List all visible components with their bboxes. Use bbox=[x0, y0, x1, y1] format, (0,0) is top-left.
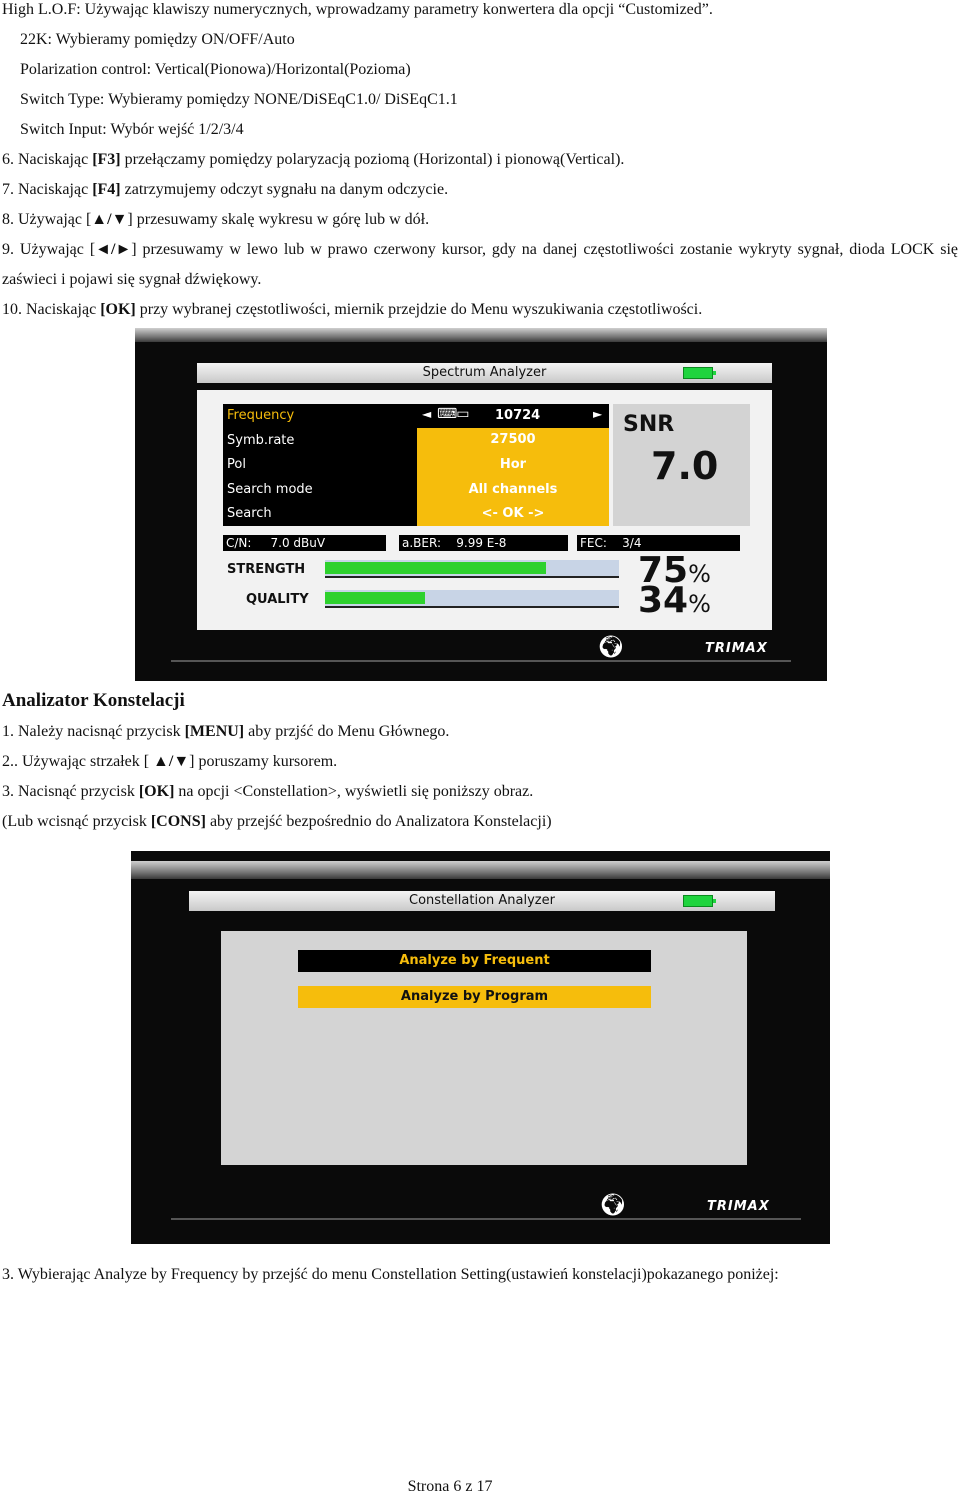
text-line-ok: 10. Naciskając [OK] przy wybranej częstotliwości, miernik przejdzie do Menu wyszukiwania częstotliwości. bbox=[2, 301, 703, 318]
text-line-f4: 7. Naciskając [F4] zatrzymujemy odczyt sygnału na danym odczycie. bbox=[2, 181, 449, 198]
spectrum-title: Spectrum Analyzer bbox=[422, 365, 547, 380]
label-pol: Pol bbox=[227, 457, 246, 472]
strength-percent: 75% bbox=[638, 550, 711, 591]
text-line-cons: (Lub wcisnąć przycisk [CONS] aby przejść bezpośrednio do Analizatora Konstelacji) bbox=[2, 813, 552, 830]
analyze-by-frequent-button[interactable]: Analyze by Frequent bbox=[298, 950, 651, 972]
brand-logo: TRIMAX bbox=[707, 1199, 770, 1214]
arrow-left-icon[interactable]: ◄ bbox=[422, 407, 432, 421]
frequency-value-row[interactable] bbox=[417, 404, 609, 428]
battery-icon bbox=[683, 895, 713, 907]
value-search: <- OK -> bbox=[481, 506, 545, 521]
keyboard-icon: ⌨▭ bbox=[437, 406, 469, 422]
label-search: Search bbox=[227, 506, 272, 521]
snr-label: SNR bbox=[623, 412, 675, 437]
spectrum-analyzer-screenshot bbox=[135, 328, 827, 681]
quality-meter-fill bbox=[325, 592, 425, 604]
text-line-f3: 6. Naciskając [F3] przełączamy pomiędzy polaryzacją poziomą (Horizontal) i pionową(Vertical). bbox=[2, 151, 625, 168]
value-symb-rate: 27500 bbox=[490, 432, 536, 447]
quality-label: QUALITY bbox=[246, 592, 309, 607]
snr-panel bbox=[613, 404, 750, 526]
text-line-switch-input: Switch Input: Wybór wejść 1/2/3/4 bbox=[20, 121, 244, 138]
battery-icon bbox=[683, 367, 713, 379]
value-pol: Hor bbox=[499, 457, 527, 472]
text-line-switch-type: Switch Type: Wybieramy pomiędzy NONE/DiSEqC1.0/ DiSEqC1.1 bbox=[20, 91, 458, 108]
strength-meter-fill bbox=[325, 562, 546, 574]
world-map-icon: 🌍︎ bbox=[599, 1192, 627, 1217]
brand-logo: TRIMAX bbox=[705, 641, 768, 656]
analyze-by-program-button[interactable]: Analyze by Program bbox=[298, 986, 651, 1008]
text-line-menu: 1. Należy nacisnąć przycisk [MENU] aby przjść do Menu Głównego. bbox=[2, 723, 450, 740]
quality-meter bbox=[325, 590, 619, 608]
strength-label: STRENGTH bbox=[227, 562, 306, 577]
value-search-mode: All channels bbox=[468, 482, 558, 497]
label-symb-rate: Symb.rate bbox=[227, 433, 295, 448]
text-line-analyze-frequency: 3. Wybierając Analyze by Frequency by przejść do menu Constellation Setting(ustawień konstelacji)pokazanego poniżej: bbox=[2, 1266, 779, 1283]
text-para-cursor: 9. Używając [◄/►] przesuwamy w lewo lub w prawo czerwony kursor, gdy na danej częstotliwości zostanie wykryty sygnał, dioda LOCK się zaświeci i pojawi się sygnał dźwiękowy. bbox=[2, 241, 959, 288]
label-frequency: Frequency bbox=[227, 408, 295, 423]
text-line-lof: High L.O.F: Używając klawiszy numerycznych, wprowadzamy parametry konwertera dla opcji “Customized”. bbox=[2, 1, 713, 18]
arrow-right-icon[interactable]: ► bbox=[593, 407, 603, 421]
strength-meter bbox=[325, 560, 619, 578]
parameter-labels-panel bbox=[223, 404, 417, 526]
text-line-polarization: Polarization control: Vertical(Pionowa)/Horizontal(Pozioma) bbox=[20, 61, 411, 78]
quality-percent: 34% bbox=[638, 580, 711, 621]
top-gradient-bar bbox=[135, 328, 827, 342]
footer-divider bbox=[171, 660, 791, 662]
constellation-title: Constellation Analyzer bbox=[409, 893, 555, 908]
value-frequency: 10724 bbox=[495, 408, 541, 423]
text-line-scale: 8. Używając [▲/▼] przesuwamy skalę wykresu w górę lub w dół. bbox=[2, 211, 430, 228]
text-line-ok-constellation: 3. Nacisnąć przycisk [OK] na opcji <Constellation>, wyświetli się poniższy obraz. bbox=[2, 783, 534, 800]
snr-value: 7.0 bbox=[651, 444, 719, 488]
section-heading: Analizator Konstelacji bbox=[2, 690, 185, 711]
parameter-values-panel bbox=[417, 428, 609, 526]
cn-readout: C/N: 7.0 dBuV bbox=[223, 535, 386, 551]
text-line-22k: 22K: Wybieramy pomiędzy ON/OFF/Auto bbox=[20, 31, 295, 48]
ber-readout: a.BER: 9.99 E-8 bbox=[399, 535, 568, 551]
fec-readout: FEC: 3/4 bbox=[577, 535, 740, 551]
top-gradient-bar bbox=[131, 861, 830, 879]
page-footer: Strona 6 z 17 bbox=[407, 1478, 493, 1495]
constellation-analyzer-screenshot bbox=[131, 851, 830, 1244]
text-line-arrows: 2.. Używając strzałek [ ▲/▼] poruszamy kursorem. bbox=[2, 753, 338, 770]
label-search-mode: Search mode bbox=[227, 482, 313, 497]
world-map-icon: 🌍︎ bbox=[597, 634, 625, 659]
footer-divider bbox=[171, 1218, 801, 1220]
